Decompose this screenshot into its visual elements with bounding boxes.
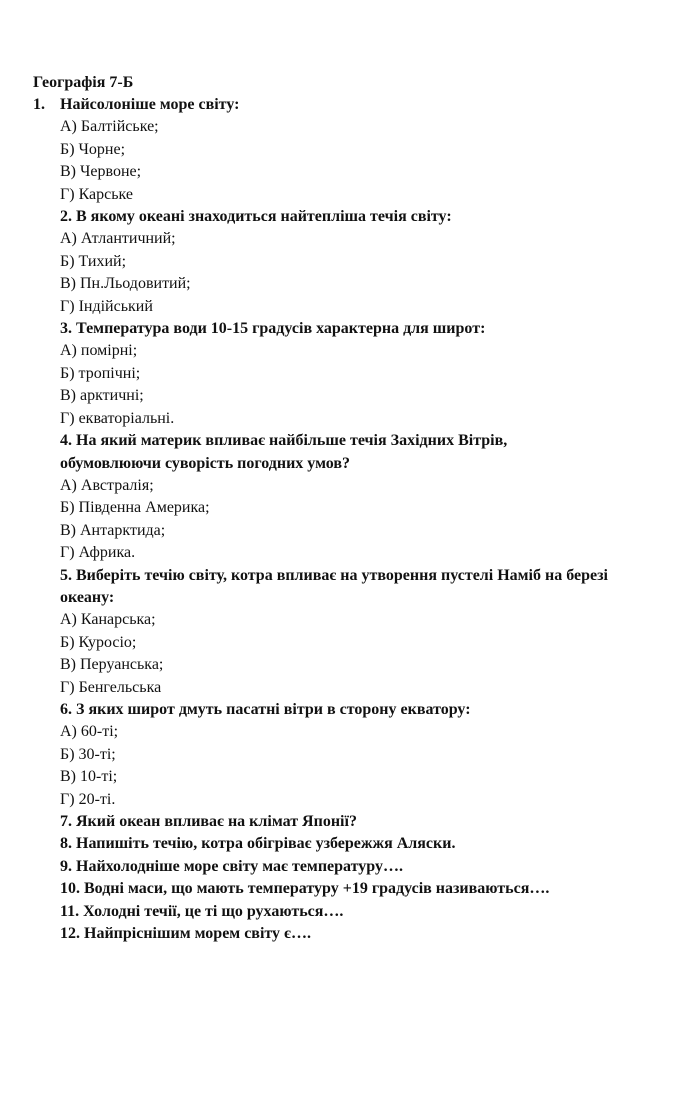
question-6-option-c: В) 10-ті; [60,768,118,786]
question-2-option-c: В) Пн.Льодовитий; [60,275,191,293]
question-5-option-d: Г) Бенгельська [60,678,162,696]
question-1-number: 1. [33,96,45,113]
question-3-option-a: А) помірні; [60,342,138,360]
question-4-option-c: В) Антарктида; [60,521,166,539]
question-9-text: 9. Найхолодніше море світу має температуру…. [60,857,403,875]
question-6-text: 6. З яких широт дмуть пасатні вітри в сторону екватору: [60,700,471,718]
question-5-option-a: А) Канарська; [60,611,156,629]
question-4-option-a: А) Австралія; [60,476,154,494]
question-6-option-b: Б) 30-ті; [60,745,116,763]
question-11-text: 11. Холодні течії, це ті що рухаються…. [60,902,344,920]
question-12-text: 12. Найпріснішим морем світу є…. [60,925,311,943]
question-5-text-line-2: океану: [60,588,115,606]
question-4-text-line-2: обумовлюючи суворість погодних умов? [60,454,351,472]
question-2-option-d: Г) Індійський [60,297,153,315]
question-1-option-b: Б) Чорне; [60,140,126,158]
question-5-option-b: Б) Куросіо; [60,633,137,651]
question-5-text-line-1: 5. Виберіть течію світу, котра впливає на утворення пустелі Наміб на березі [60,566,608,584]
question-2-text: 2. В якому океані знаходиться найтепліша течія світу: [60,208,452,226]
question-4-option-b: Б) Південна Америка; [60,499,210,517]
question-3-option-c: В) арктичні; [60,387,144,405]
question-4-option-d: Г) Африка. [60,544,136,562]
question-1-option-d: Г) Карське [60,185,134,203]
question-4-text-line-1: 4. На який материк впливає найбільше течія Західних Вітрів, [60,432,508,450]
question-8-text: 8. Напишіть течію, котра обігріває узбережжя Аляски. [60,835,456,853]
question-3-option-b: Б) тропічні; [60,364,141,382]
page-title: Географія 7-Б [33,74,134,91]
question-2-option-b: Б) Тихий; [60,252,127,270]
question-5-option-c: В) Перуанська; [60,656,164,674]
question-7-text: 7. Який океан впливає на клімат Японії? [60,813,357,830]
question-2-option-a: А) Атлантичний; [60,230,176,248]
question-1-text: Найсолоніше море світу: [60,96,240,113]
question-1-options [33,116,680,945]
question-3-option-d: Г) екваторіальні. [60,409,175,427]
question-1-option-c: В) Червоне; [60,163,142,181]
question-6-option-d: Г) 20-ті. [60,790,116,808]
question-1-option-a: А) Балтійське; [60,118,159,136]
question-10-text: 10. Водні маси, що мають температуру +19 градусів називаються…. [60,880,550,898]
question-3-text: 3. Температура води 10-15 градусів характерна для широт: [60,320,486,338]
question-6-option-a: А) 60-ті; [60,723,119,741]
question-1 [33,94,680,116]
